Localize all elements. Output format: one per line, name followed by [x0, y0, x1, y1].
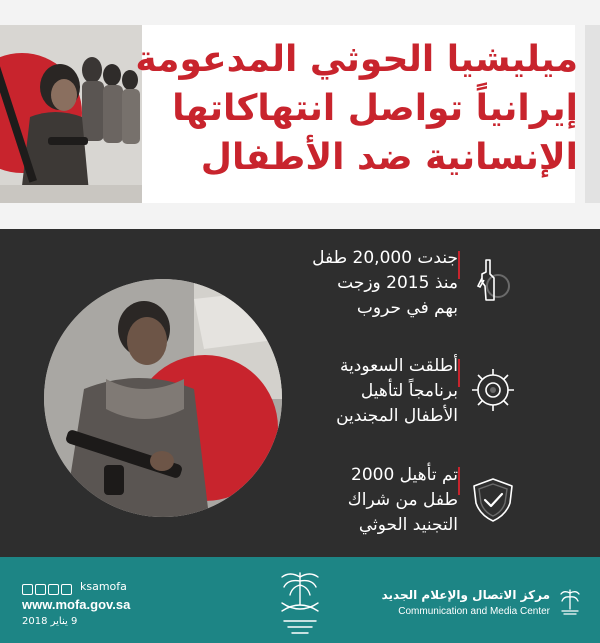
rifle-icon	[468, 256, 518, 306]
stat-recruited-children	[228, 246, 458, 321]
footer	[0, 557, 600, 643]
stat-rehabilitated-children	[228, 463, 458, 538]
stats-panel	[0, 229, 600, 557]
social-icons	[22, 583, 72, 595]
headline-line-2: إيرانياً تواصل انتهاكاتها	[172, 88, 578, 129]
media-center-logo-icon	[557, 587, 583, 617]
headline-line-3: الإنسانية ضد الأطفال	[200, 137, 578, 178]
social-handle: ksamofa	[80, 580, 127, 593]
gear-icon	[468, 365, 518, 415]
header-side-bar	[585, 25, 600, 203]
media-center-name-arabic: مركز الاتصال والإعلام الجديد	[381, 588, 550, 602]
shield-check-icon	[468, 475, 518, 525]
stat-3-line-1: تم تأهيل 2000	[351, 465, 458, 485]
website-link[interactable]: www.mofa.gov.sa	[22, 597, 131, 612]
stat-3-line-3: التجنيد الحوثي	[358, 515, 458, 535]
media-center-name-english: Communication and Media Center	[398, 606, 550, 617]
stat-2-line-2: برنامجاً لتأهيل	[360, 381, 458, 401]
stat-2-divider	[458, 359, 460, 387]
instagram-icon[interactable]	[35, 584, 46, 595]
publish-date: 9 يناير 2018	[22, 616, 78, 627]
twitter-icon[interactable]	[22, 584, 33, 595]
header-photo-child-soldiers	[0, 25, 142, 203]
youtube-icon[interactable]	[48, 584, 59, 595]
stat-3-line-2: طفل من شراك	[347, 490, 458, 510]
child-soldiers-illustration	[0, 25, 142, 203]
stat-3-divider	[458, 467, 460, 495]
headline-line-1: ميليشيا الحوثي المدعومة	[135, 39, 578, 80]
stat-saudi-program	[228, 354, 458, 429]
palm-swords-emblem-icon	[270, 565, 330, 639]
stat-2-line-3: الأطفال المجندين	[336, 406, 458, 426]
stat-1-line-2: منذ 2015 وزجت	[337, 273, 458, 293]
stat-2-line-1: أطلقت السعودية	[339, 356, 458, 376]
header	[0, 0, 600, 229]
stat-1-divider	[458, 251, 460, 279]
stat-1-line-3: بهم في حروب	[356, 298, 458, 318]
stat-1-line-1: جندت 20,000 طفل	[312, 248, 458, 268]
snapchat-icon[interactable]	[61, 584, 72, 595]
